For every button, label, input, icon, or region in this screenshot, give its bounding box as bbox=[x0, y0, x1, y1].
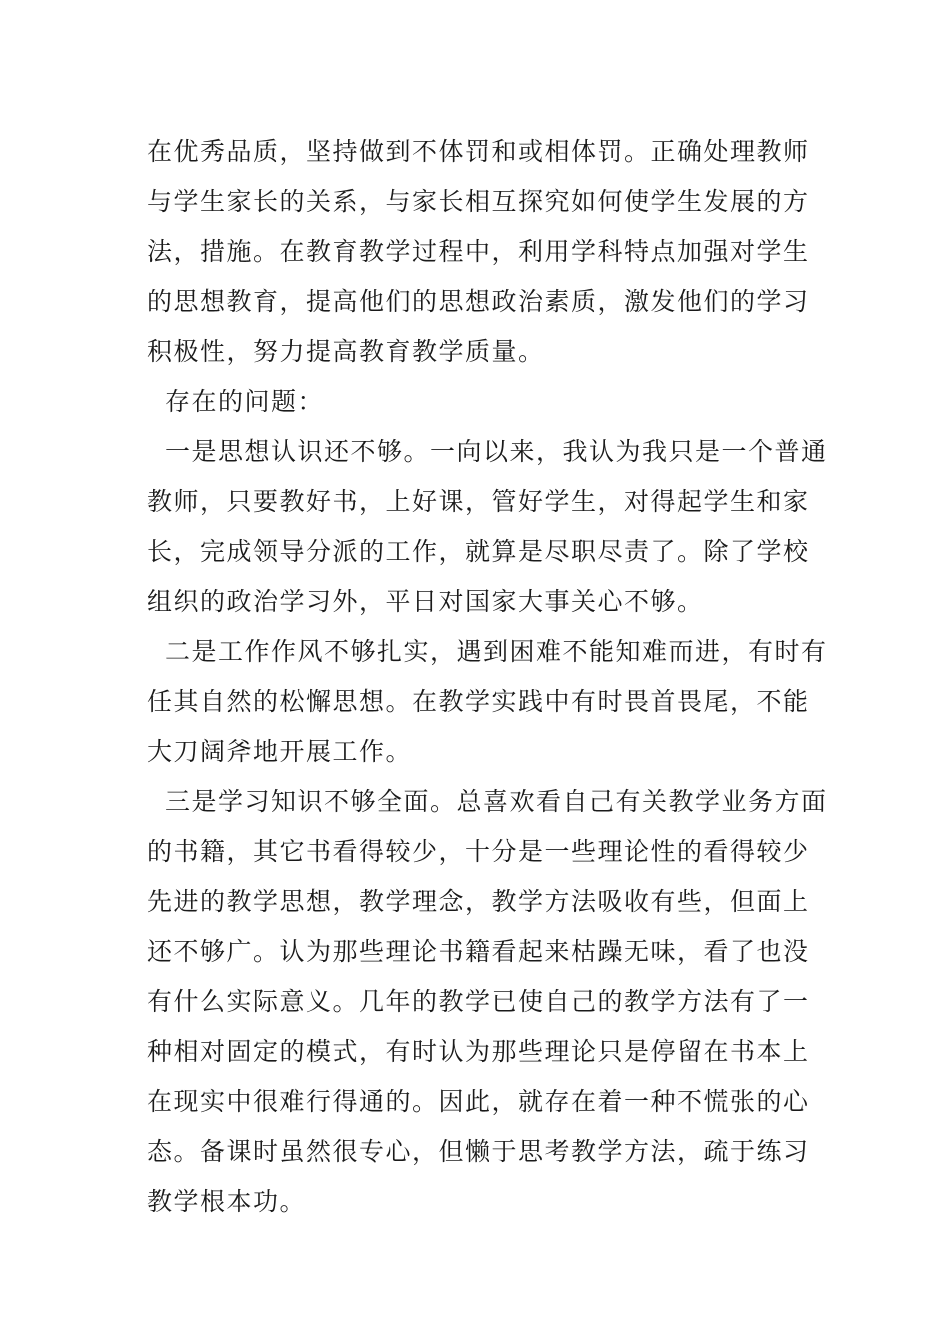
text-line: 在现实中很难行得通的。因此，就存在着一种不慌张的心 bbox=[147, 1087, 810, 1116]
text-line: 法，措施。在教育教学过程中，利用学科特点加强对学生 bbox=[147, 237, 810, 266]
text-line: 三是学习知识不够全面。总喜欢看自己有关教学业务方面 bbox=[165, 787, 828, 816]
text-line: 教学根本功。 bbox=[147, 1187, 307, 1216]
text-line: 还不够广。认为那些理论书籍看起来枯躁无味，看了也没 bbox=[147, 937, 810, 966]
text-line: 任其自然的松懈思想。在教学实践中有时畏首畏尾，不能 bbox=[147, 687, 810, 716]
text-line: 教师，只要教好书，上好课，管好学生，对得起学生和家 bbox=[147, 487, 810, 516]
text-line: 一是思想认识还不够。一向以来，我认为我只是一个普通 bbox=[165, 437, 828, 466]
text-line: 种相对固定的模式，有时认为那些理论只是停留在书本上 bbox=[147, 1037, 810, 1066]
text-line: 大刀阔斧地开展工作。 bbox=[147, 737, 413, 766]
text-line: 二是工作作风不够扎实，遇到困难不能知难而进，有时有 bbox=[165, 637, 828, 666]
paragraph-problem-three bbox=[147, 777, 828, 1227]
heading-text: 存在的问题： bbox=[165, 387, 325, 416]
text-line: 积极性，努力提高教育教学质量。 bbox=[147, 337, 545, 366]
text-line: 组织的政治学习外，平日对国家大事关心不够。 bbox=[147, 587, 704, 616]
text-line: 先进的教学思想，教学理念，教学方法吸收有些，但面上 bbox=[147, 887, 810, 916]
text-line: 与学生家长的关系，与家长相互探究如何使学生发展的方 bbox=[147, 187, 810, 216]
text-line: 的书籍，其它书看得较少，十分是一些理论性的看得较少 bbox=[147, 837, 810, 866]
paragraph-problem-one bbox=[147, 427, 828, 627]
section-heading-problems bbox=[147, 377, 807, 427]
text-line: 长，完成领导分派的工作，就算是尽职尽责了。除了学校 bbox=[147, 537, 810, 566]
text-line: 有什么实际意义。几年的教学已使自己的教学方法有了一 bbox=[147, 987, 810, 1016]
text-line: 态。备课时虽然很专心，但懒于思考教学方法，疏于练习 bbox=[147, 1137, 810, 1166]
paragraph-conduct bbox=[147, 127, 810, 377]
document-body bbox=[147, 127, 828, 1227]
paragraph-problem-two bbox=[147, 627, 828, 777]
text-line: 在优秀品质，坚持做到不体罚和或相体罚。正确处理教师 bbox=[147, 137, 810, 166]
text-line: 的思想教育，提高他们的思想政治素质，激发他们的学习 bbox=[147, 287, 810, 316]
